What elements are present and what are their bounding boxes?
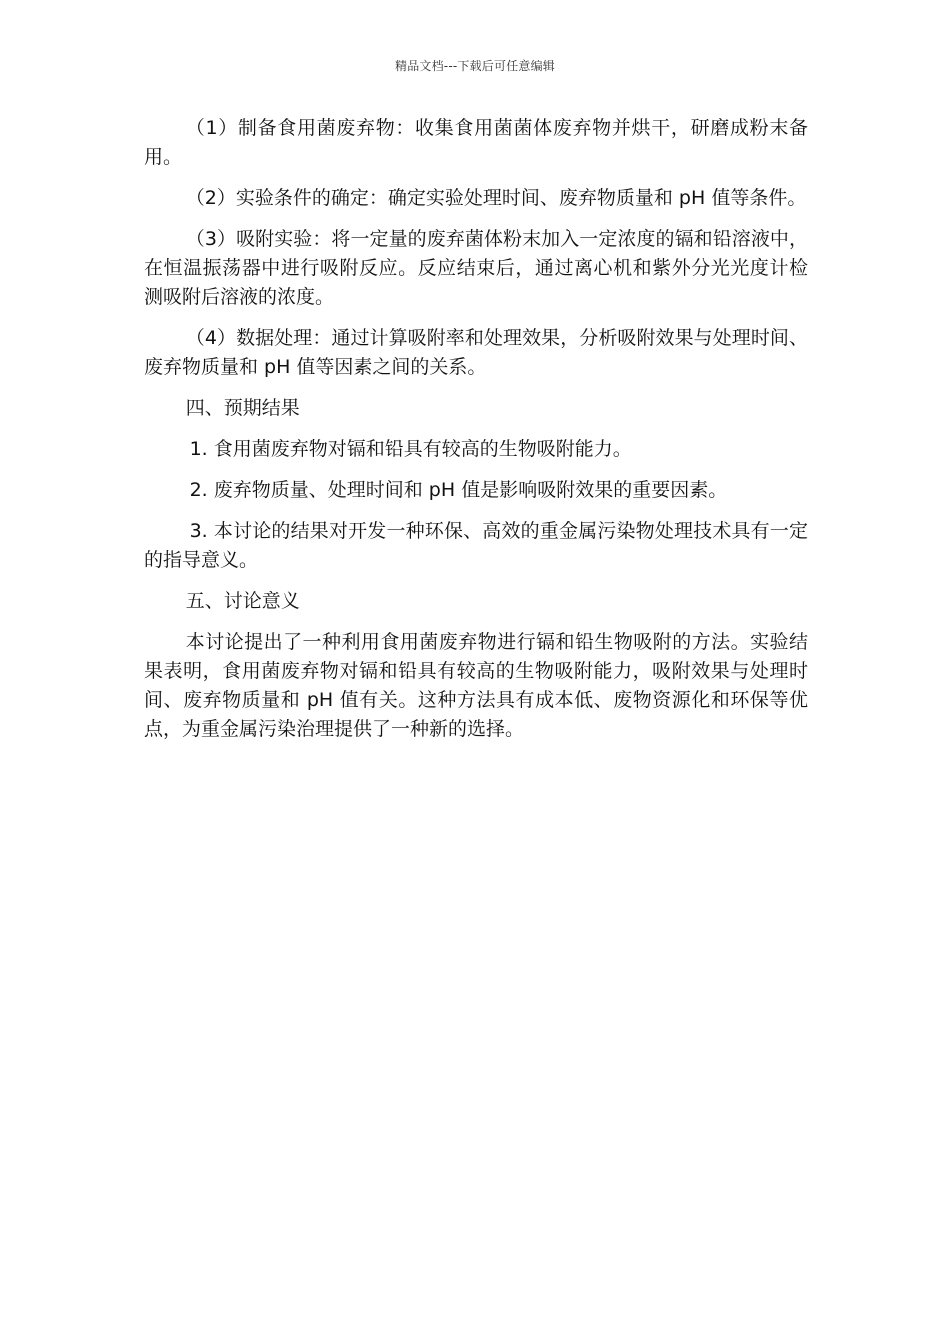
significance-paragraph: 本讨论提出了一种利用食用菌废弃物进行镉和铅生物吸附的方法。实验结果表明，食用菌废弃物对镉和铅具有较高的生物吸附能力，吸附效果与处理时间、废弃物质量和 pH 值有关。这种方法具有成本低、废物资源化和环保等优点，为重金属污染治理提供了一种新的选择。 xyxy=(144,631,808,740)
document-body xyxy=(144,114,808,756)
step-4-paragraph: （4）数据处理：通过计算吸附率和处理效果，分析吸附效果与处理时间、废弃物质量和 pH 值等因素之间的关系。 xyxy=(144,327,808,378)
step-1-paragraph: （1）制备食用菌废弃物：收集食用菌菌体废弃物并烘干，研磨成粉末备用。 xyxy=(144,117,808,168)
section-heading-significance: 五、讨论意义 xyxy=(185,590,300,612)
result-item-3: 3. 本讨论的结果对开发一种环保、高效的重金属污染物处理技术具有一定的指导意义。 xyxy=(144,520,808,571)
step-2-paragraph: （2）实验条件的确定：确定实验处理时间、废弃物质量和 pH 值等条件。 xyxy=(185,187,807,209)
result-item-2: 2. 废弃物质量、处理时间和 pH 值是影响吸附效果的重要因素。 xyxy=(189,479,728,501)
section-heading-expected-results: 四、预期结果 xyxy=(185,397,300,419)
page-header: 精品文档---下载后可任意编辑 xyxy=(395,59,555,73)
step-3-paragraph: （3）吸附实验：将一定量的废弃菌体粉末加入一定浓度的镉和铅溶液中，在恒温振荡器中进行吸附反应。反应结束后，通过离心机和紫外分光光度计检测吸附后溶液的浓度。 xyxy=(144,228,808,308)
result-item-1: 1. 食用菌废弃物对镉和铅具有较高的生物吸附能力。 xyxy=(189,438,632,460)
